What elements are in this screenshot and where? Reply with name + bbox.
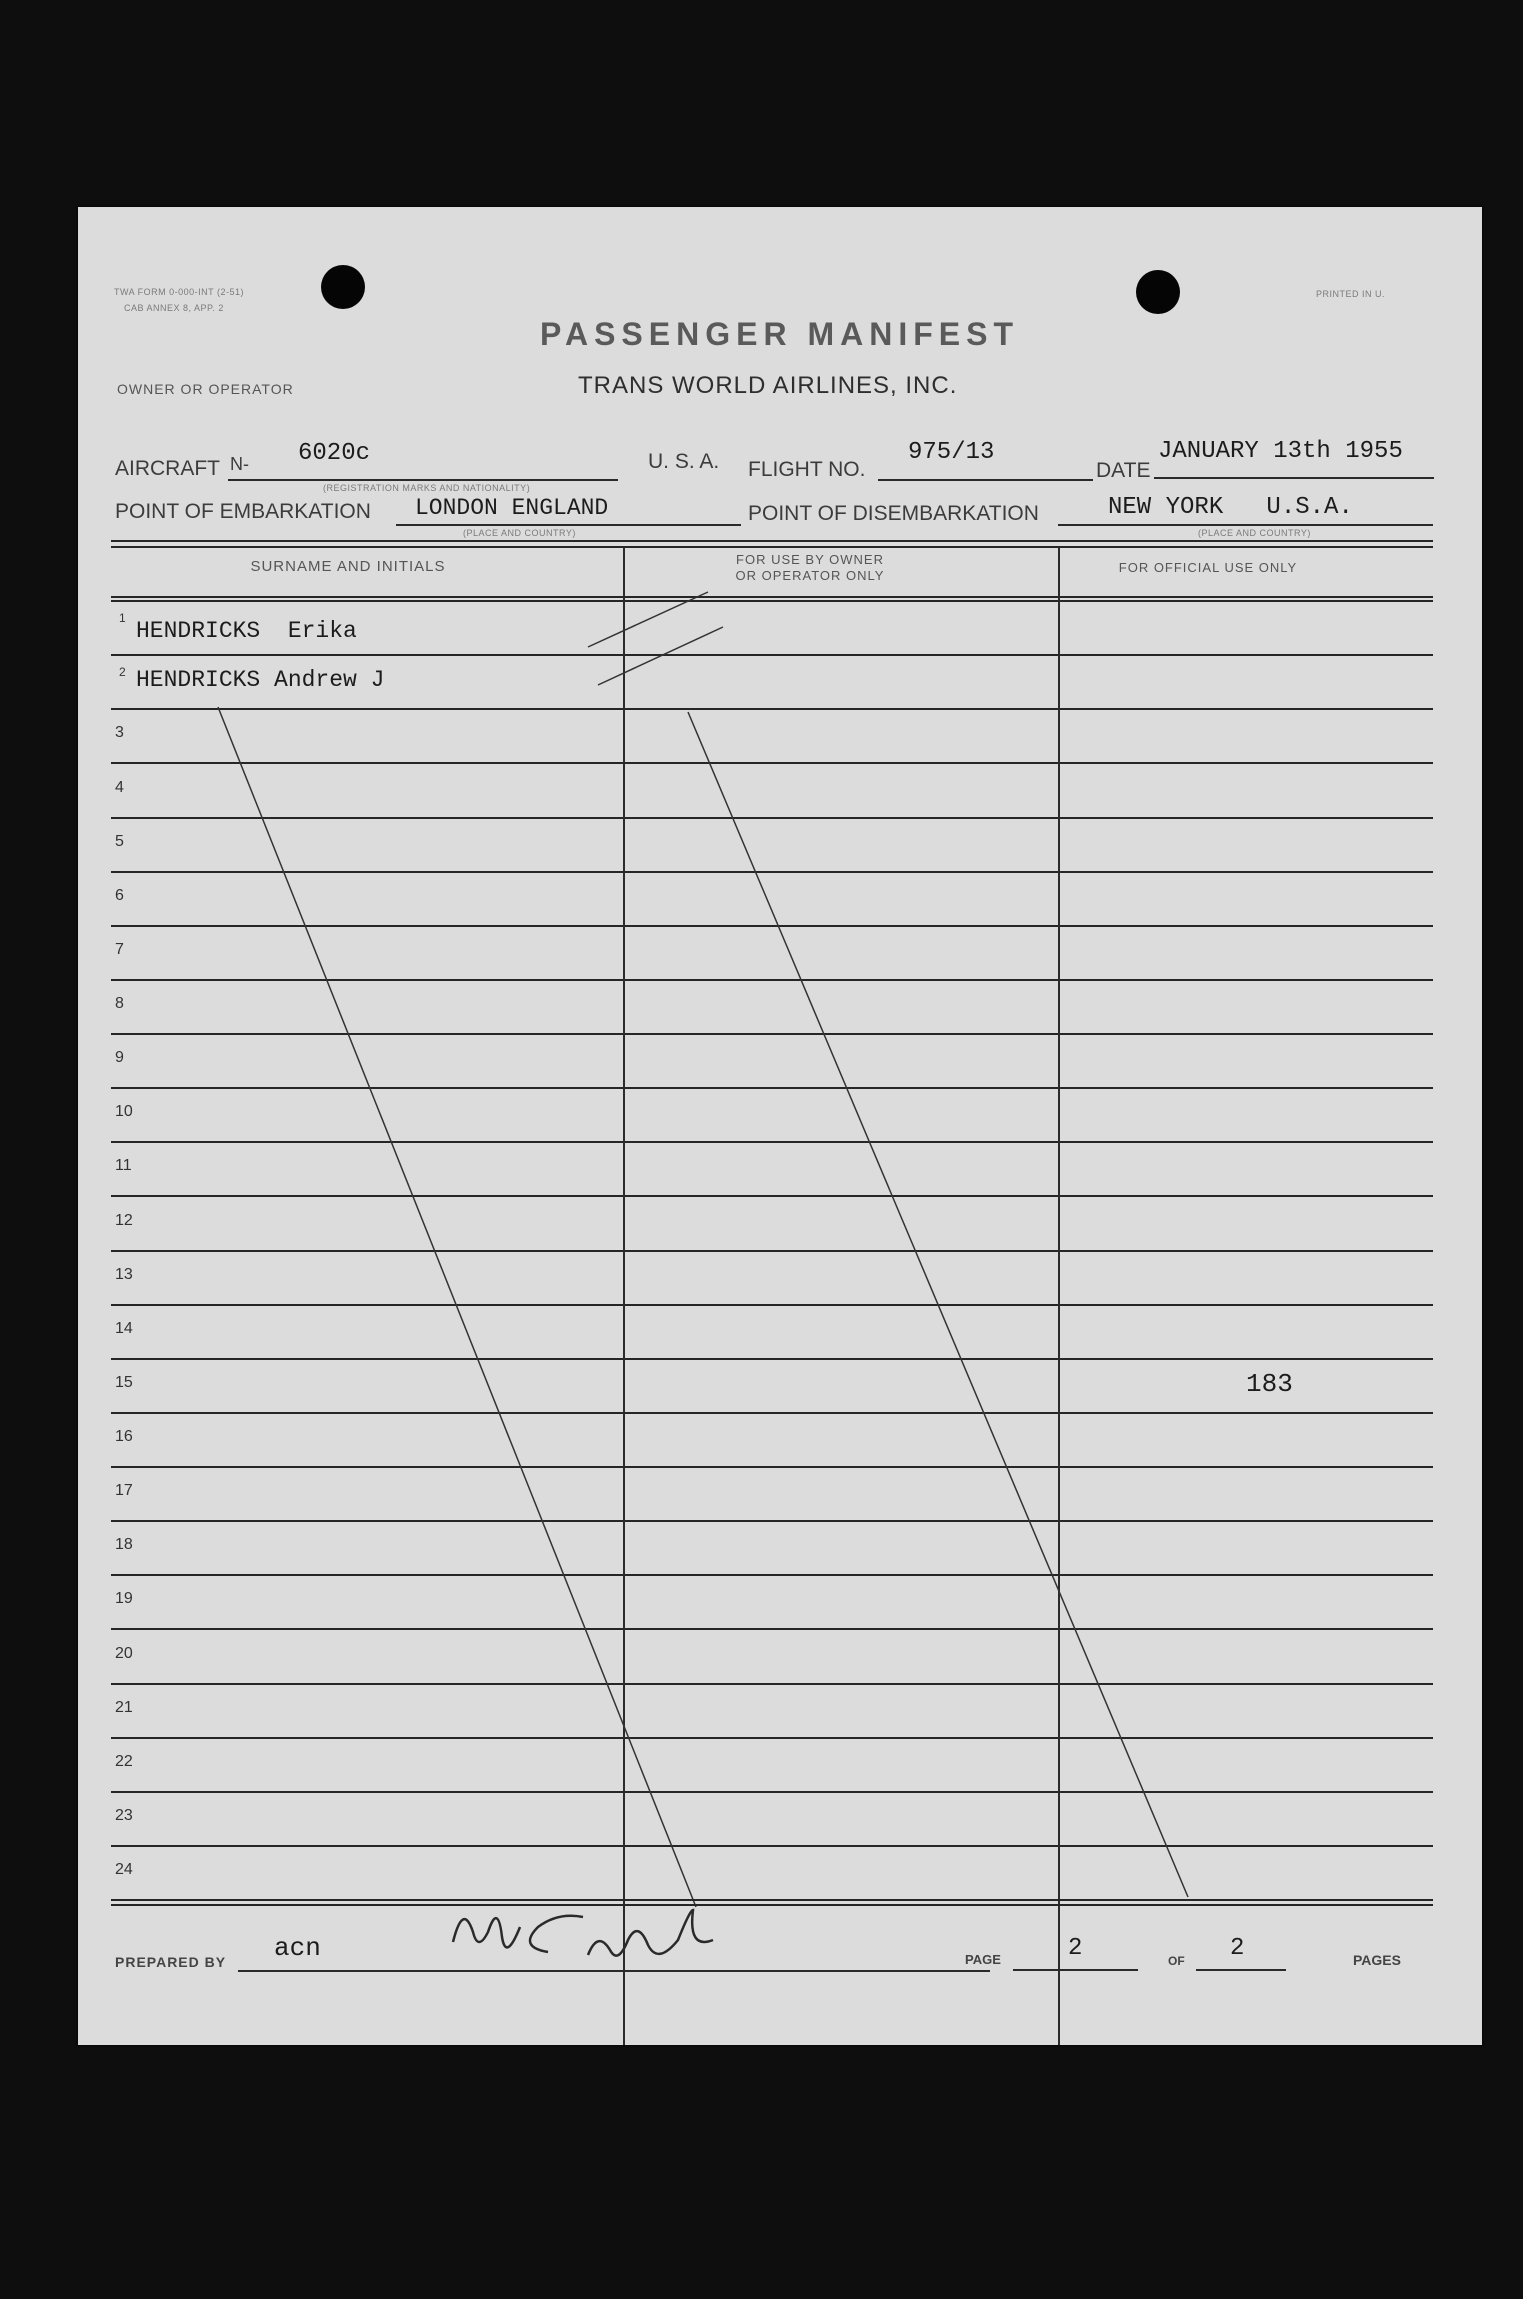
col-header-official: FOR OFFICIAL USE ONLY — [1118, 560, 1298, 575]
row-number: 17 — [115, 1482, 133, 1499]
pages-label: PAGES — [1353, 1952, 1401, 1968]
table-bottom-rule-2 — [111, 1904, 1433, 1906]
row-number: 1 — [119, 611, 126, 625]
cab-annex: CAB ANNEX 8, APP. 2 — [124, 303, 224, 313]
row-number: 7 — [115, 941, 124, 958]
passenger-name-2: HENDRICKS Andrew J — [136, 667, 385, 693]
aircraft-value: 6020c — [298, 440, 371, 467]
col-header-owner-line2: OR OPERATOR ONLY — [735, 568, 885, 583]
registration-caption: (REGISTRATION MARKS AND NATIONALITY) — [323, 483, 531, 493]
table-bottom-rule — [111, 1899, 1433, 1901]
row-number: 10 — [115, 1103, 133, 1120]
official-note: 183 — [1246, 1369, 1293, 1399]
date-label: DATE — [1096, 459, 1151, 482]
row-number: 24 — [115, 1861, 133, 1878]
row-number: 8 — [115, 995, 124, 1012]
row-number: 4 — [115, 779, 124, 796]
strike-line-middle — [688, 712, 1188, 1897]
of-value: 2 — [1230, 1935, 1245, 1962]
row-number: 19 — [115, 1590, 133, 1607]
row-number: 14 — [115, 1320, 133, 1337]
disembarkation-label: POINT OF DISEMBARKATION — [748, 502, 1039, 525]
owner-operator-label: OWNER OR OPERATOR — [117, 381, 294, 397]
prepared-by-line — [238, 1970, 990, 1972]
page-value: 2 — [1068, 1935, 1083, 1962]
date-value: JANUARY 13th 1955 — [1158, 438, 1403, 465]
operator-name: TRANS WORLD AIRLINES, INC. — [578, 372, 958, 399]
row-number: 3 — [115, 724, 124, 741]
page-label: PAGE — [965, 1952, 1001, 1967]
row-number: 13 — [115, 1266, 133, 1283]
row-number: 11 — [115, 1157, 132, 1174]
embarkation-value: LONDON ENGLAND — [415, 495, 609, 521]
row-number: 23 — [115, 1807, 133, 1824]
prepared-by-value: acn — [274, 1933, 321, 1963]
form-title: PASSENGER MANIFEST — [540, 316, 1019, 352]
passenger-name-1: HENDRICKS Erika — [136, 618, 357, 644]
signature-stroke — [453, 1910, 713, 1956]
tick-mark-2 — [598, 627, 723, 685]
row-number: 5 — [115, 833, 124, 850]
row-number: 2 — [119, 665, 126, 679]
form-number: TWA FORM 0-000-INT (2-51) — [114, 287, 245, 297]
pen-strokes — [78, 207, 1482, 2045]
strike-line-left — [218, 707, 696, 1907]
row-number: 15 — [115, 1374, 133, 1391]
page-line — [1013, 1969, 1138, 1971]
row-number: 12 — [115, 1212, 133, 1229]
col-header-owner-line1: FOR USE BY OWNER — [736, 552, 884, 567]
row-number: 6 — [115, 887, 124, 904]
col-header-surname: SURNAME AND INITIALS — [250, 558, 446, 575]
of-line — [1196, 1969, 1286, 1971]
embarkation-label: POINT OF EMBARKATION — [115, 500, 371, 523]
nationality: U. S. A. — [648, 450, 720, 473]
aircraft-prefix: N- — [230, 454, 249, 474]
row-number: 16 — [115, 1428, 133, 1445]
disembarkation-value: NEW YORK U.S.A. — [1108, 494, 1353, 521]
row-number: 18 — [115, 1536, 133, 1553]
prepared-by-label: PREPARED BY — [115, 1954, 227, 1970]
tick-mark-1 — [588, 592, 708, 647]
row-number: 22 — [115, 1753, 133, 1770]
row-number: 21 — [115, 1699, 133, 1716]
disembarkation-caption: (PLACE AND COUNTRY) — [1198, 528, 1311, 538]
manifest-sheet — [78, 207, 1482, 2045]
flight-no-value: 975/13 — [908, 439, 995, 466]
printed-in: PRINTED IN U. — [1316, 289, 1386, 299]
embarkation-caption: (PLACE AND COUNTRY) — [463, 528, 576, 538]
row-number: 9 — [115, 1049, 124, 1066]
of-label: OF — [1168, 1954, 1185, 1968]
aircraft-label: AIRCRAFT — [115, 457, 220, 480]
flight-no-label: FLIGHT NO. — [748, 458, 866, 481]
row-number: 20 — [115, 1645, 133, 1662]
